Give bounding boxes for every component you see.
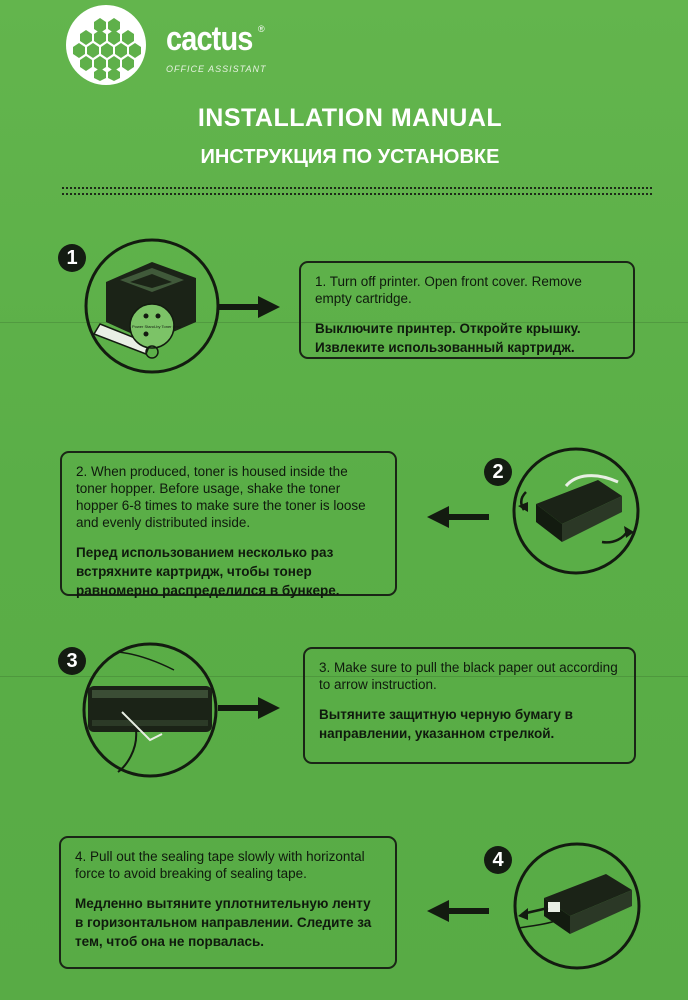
step-4-text-en <box>75 848 381 882</box>
shake-cartridge-illustration-icon <box>506 446 646 576</box>
step-2-badge: 2 <box>484 458 512 486</box>
step-4-instruction: Pull out the sealing tape slowly with horizontal force to avoid breaking of sealing tape. <box>75 849 365 881</box>
step-4-box <box>59 836 397 969</box>
step-3-text-ru: Вытяните защитную черную бумагу в направлении, указанном стрелкой. <box>319 707 573 741</box>
printer-illustration-icon <box>80 236 230 376</box>
brand-name: cactus <box>166 20 253 58</box>
arrow-right-icon <box>218 296 280 318</box>
brand-tagline: OFFICE ASSISTANT <box>166 64 267 74</box>
step-2-number: 2. <box>76 464 88 479</box>
arrow-right-icon <box>218 697 280 719</box>
cactus-logo-icon <box>60 4 152 86</box>
step-3-number: 3. <box>319 660 331 675</box>
arrow-left-icon <box>427 900 489 922</box>
step-3-badge: 3 <box>58 647 86 675</box>
step-3-instruction: Make sure to pull the black paper out according to arrow instruction. <box>319 660 618 692</box>
divider-dotted <box>62 187 652 189</box>
step-1-badge: 1 <box>58 244 86 272</box>
step-2-text-en <box>76 463 381 531</box>
step-4-number: 4. <box>75 849 87 864</box>
arrow-left-icon <box>427 506 489 528</box>
seal-tape-illustration-icon <box>508 840 646 972</box>
step-1-text-ru: Выключите принтер. Откройте крышку. Извлеките использованный картридж. <box>315 321 581 355</box>
step-1-box <box>299 261 635 359</box>
page-title: INSTALLATION MANUAL <box>197 104 503 132</box>
step-3-box <box>303 647 636 764</box>
pull-paper-illustration-icon <box>78 640 226 780</box>
printer-panel-label: Power Stand-by Toner Error <box>132 324 182 329</box>
step-1-number: 1. <box>315 274 327 289</box>
step-4-text-ru: Медленно вытяните уплотнительную ленту в горизонтальном направлении. Следите за тем, чтоб она не порвалась. <box>75 896 372 949</box>
step-2-text-ru: Перед использованием несколько раз встряхните картридж, чтобы тонер равномерно распределился в бункере. <box>76 545 340 598</box>
step-1-instruction: Turn off printer. Open front cover. Remove empty cartridge. <box>315 274 582 306</box>
step-4-badge: 4 <box>484 846 512 874</box>
registered-mark: ® <box>258 24 265 34</box>
divider-dotted <box>62 193 652 195</box>
step-2-box <box>60 451 397 596</box>
step-2-instruction: When produced, toner is housed inside the toner hopper. Before usage, shake the toner hopper 6-8 times to make sure the toner is loose and evenly distributed inside. <box>76 464 366 530</box>
page-subtitle: ИНСТРУКЦИЯ ПО УСТАНОВКЕ <box>200 146 500 168</box>
step-3-text-en <box>319 659 620 693</box>
step-1-text-en <box>315 273 619 307</box>
